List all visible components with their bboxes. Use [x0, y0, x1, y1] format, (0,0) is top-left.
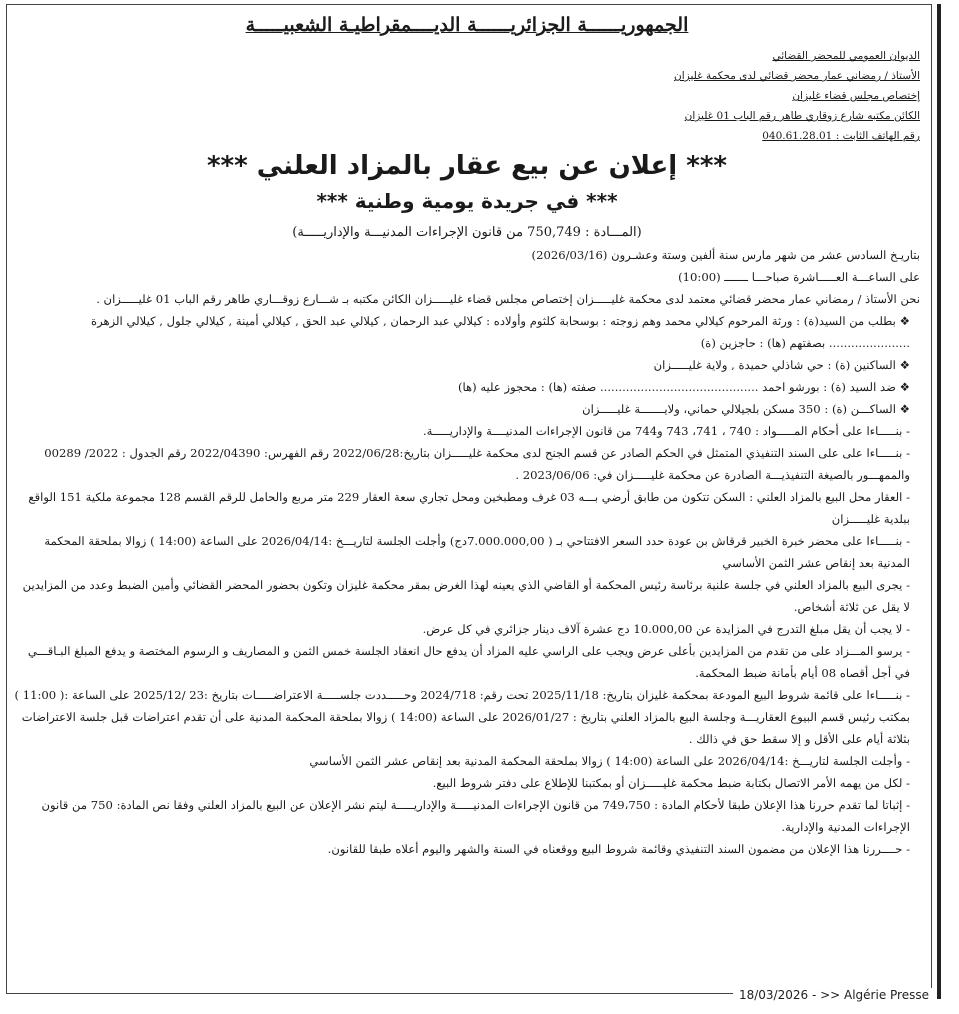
paragraph: - لا يجب أن يقل مبلغ التدرج في المزايدة عن 10.000,00 دج عشرة آلاف دينار جزائري في كل عرض.: [422, 622, 910, 636]
paragraph: ❖ الساكـــن (ة) : 350 مسكن بلجيلالي حماني، ولايـــــــة غليـــــزان: [582, 402, 910, 416]
paragraph: بتاريـخ السادس عشر من شهر مارس سنة ألفين وستة وعشـرون (2026/03/16): [531, 248, 920, 262]
paragraph: - بنـــــاءا على أحكام المـــــواد : 740 ، 741، 743 و744 من قانون الإجراءات المدنيــــة والإداريـــــة.: [422, 424, 910, 438]
paragraph: - بنـــــاءا على على السند التنفيذي المتمثل في الحكم الصادر عن قسم الجنح لدى محكمة غليـــــزان بتاريخ:2022/06/28 رقم الفهرس: 2022/04390 رقم الجدول : 2022/ 00289 والممهـــور بالصيغة التنفيذيـــة الصادرة عن محكمة غليـــــزان في: 2023/06/06 .: [44, 446, 910, 482]
paragraph: - حــــررنا هذا الإعلان من مضمون السند التنفيذي وقائمة شروط البيع ووقعناه في السنة والشهر واليوم أعلاه طبقا للقانون.: [327, 842, 910, 856]
right-edge-bar: [937, 4, 941, 999]
paragraph: على الساعـــة العـــــاشرة صباحـــا ـــــــ (10:00): [678, 270, 920, 284]
paragraph: - العقار محل البيع بالمزاد العلني : السكن تتكون من طابق أرضي بـــه 03 غرف ومطبخين ومحل تجاري سعة العقار 229 متر مربع والحامل للرقم القسم 128 مجموعة ملكية 151 الواقع ببلدية غليـــــزان: [28, 490, 910, 526]
paragraph: - إثباتا لما تقدم حررنا هذا الإعلان طبقا لأحكام المادة : 749،750 من قانون الإجراءات المدنيـــــة والإداريـــــة ليتم نشر الإعلان عن البيع بالمزاد العلني وفقا نص المادة: 750 من قانون الإجراءات المدنية والإدارية.: [41, 798, 910, 834]
announcement-body: [14, 244, 920, 860]
paragraph: ❖ ضد السيد (ة) : بورشو احمد ........................................... صفته (ها) : محجوز عليه (ها): [457, 380, 910, 394]
paragraph: - بنـــــاءا على قائمة شروط البيع المودعة بمحكمة غليزان بتاريخ: 2025/11/18 تحت رقم: 2024/718 وحـــــددت جلســـــة الاعتراضـــــات بتاريخ :23 /2025/12 على الساعة :( 11:00 ) بمكتب رئيس قسم البيوع العقاريـــة وجلسة البيع بالمزاد العلني بتاريخ : 2026/01/27 على الساعة (14:00 ) زوالا بملحقة المحكمة المدنية على أن تقدم اعتراضات قبل جلسة الاعتراضات بثلاثة أيام على الأقل و إلا سقط حق في ذالك .: [14, 688, 910, 746]
republic-heading: الجمهوريــــــة الجزائريــــــة الديــــمقراطيـة الشعبيـــــة: [245, 14, 689, 36]
paragraph: ❖ الساكنين (ة) : حي شاذلي حميدة , ولاية غليـــــزان: [653, 358, 910, 372]
announcement-title: *** إعلان عن بيع عقار بالمزاد العلني ***: [206, 151, 728, 181]
paragraph: - وأجلت الجلسة لتاريـــخ :2026/04/14 على الساعة (14:00 ) زوالا بملحقة المحكمة المدنية بعد إنقاص عشر الثمن الأساسي: [309, 754, 910, 768]
office-line: إختصاص مجلس قضاء غليزان: [792, 90, 920, 102]
office-line: الديوان العمومي للمحضر القضائي: [772, 50, 920, 62]
publication-footer: 18/03/2026 - >> Algérie Presse: [733, 988, 935, 1002]
paragraph: نحن الأستاذ / رمضاني عمار محضر قضائي معتمد لدى محكمة غليـــــزان إختصاص مجلس قضاء غليـــــزان الكائن مكتبه بـ شـــارع زوقـــاري طاهر رقم الباب 01 غليـــــزان .: [96, 292, 920, 306]
office-line: الكائن مكتبه شارع زوقاري طاهر رقم الباب 01 غليزان: [684, 110, 920, 122]
paragraph: - لكل من يهمه الأمر الاتصال بكتابة ضبط محكمة غليـــــزان أو بمكتبنا للإطلاع على دفتر شروط البيع.: [432, 776, 910, 790]
paragraph: - يجرى البيع بالمزاد العلني في جلسة علنية برئاسة رئيس المحكمة أو القاضي الذي يعينه لهذا الغرض بمقر محكمة غليزان وتكون بحضور المحضر القضائي وأمين الضبط وعدد من المزايدين لا يقل عن ثلاثة أشخاص.: [22, 578, 910, 614]
announcement-subtitle: *** في جريدة يومية وطنية ***: [316, 189, 618, 213]
bailiff-office-header: [560, 46, 920, 146]
office-line: رقم الهاتف الثابت : 040.61.28.01: [762, 130, 920, 142]
office-line: الأستاذ / رمضاني عمار محضر قضائي لدى محكمة غليزان: [674, 70, 920, 82]
legal-article-reference: (المـــادة : 750,749 من قانون الإجراءات المدنيـــة والإداريـــــة): [292, 225, 642, 240]
paragraph: ❖ بطلب من السيد(ة) : ورثة المرحوم كيلالي محمد وهم زوجته : بوسحابة كلثوم وأولاده : كيلالي عبد الرحمان , كيلالي عبد الحق , كيلالي أمينة , كيلالي جلول , كيلالي الزهرة ...................... بصفتهم (ها) : حاجزين (ة): [91, 314, 910, 350]
paragraph: - يرسو المـــزاد على من تقدم من المزايدين بأعلى عرض ويجب على الراسي عليه المزاد أن يدفع حال انعقاد الجلسة خمس الثمن و المصاريف و الرسوم المختصة و يدفع المبلغ البـاقـــي في أجل أقصاه 08 أيام بأمانة ضبط المحكمة.: [27, 644, 910, 680]
announcement-document: [14, 10, 920, 860]
paragraph: - بنـــــاءا على محضر خبرة الخبير قرقاش بن عودة حدد السعر الافتتاحي بـ ( 7.000.000,00دج) وأجلت الجلسة لتاريـــخ :2026/04/14 على الساعة (14:00 ) زوالا بملحقة المحكمة المدنية بعد إنقاص عشر الثمن الأساسي: [44, 534, 910, 570]
